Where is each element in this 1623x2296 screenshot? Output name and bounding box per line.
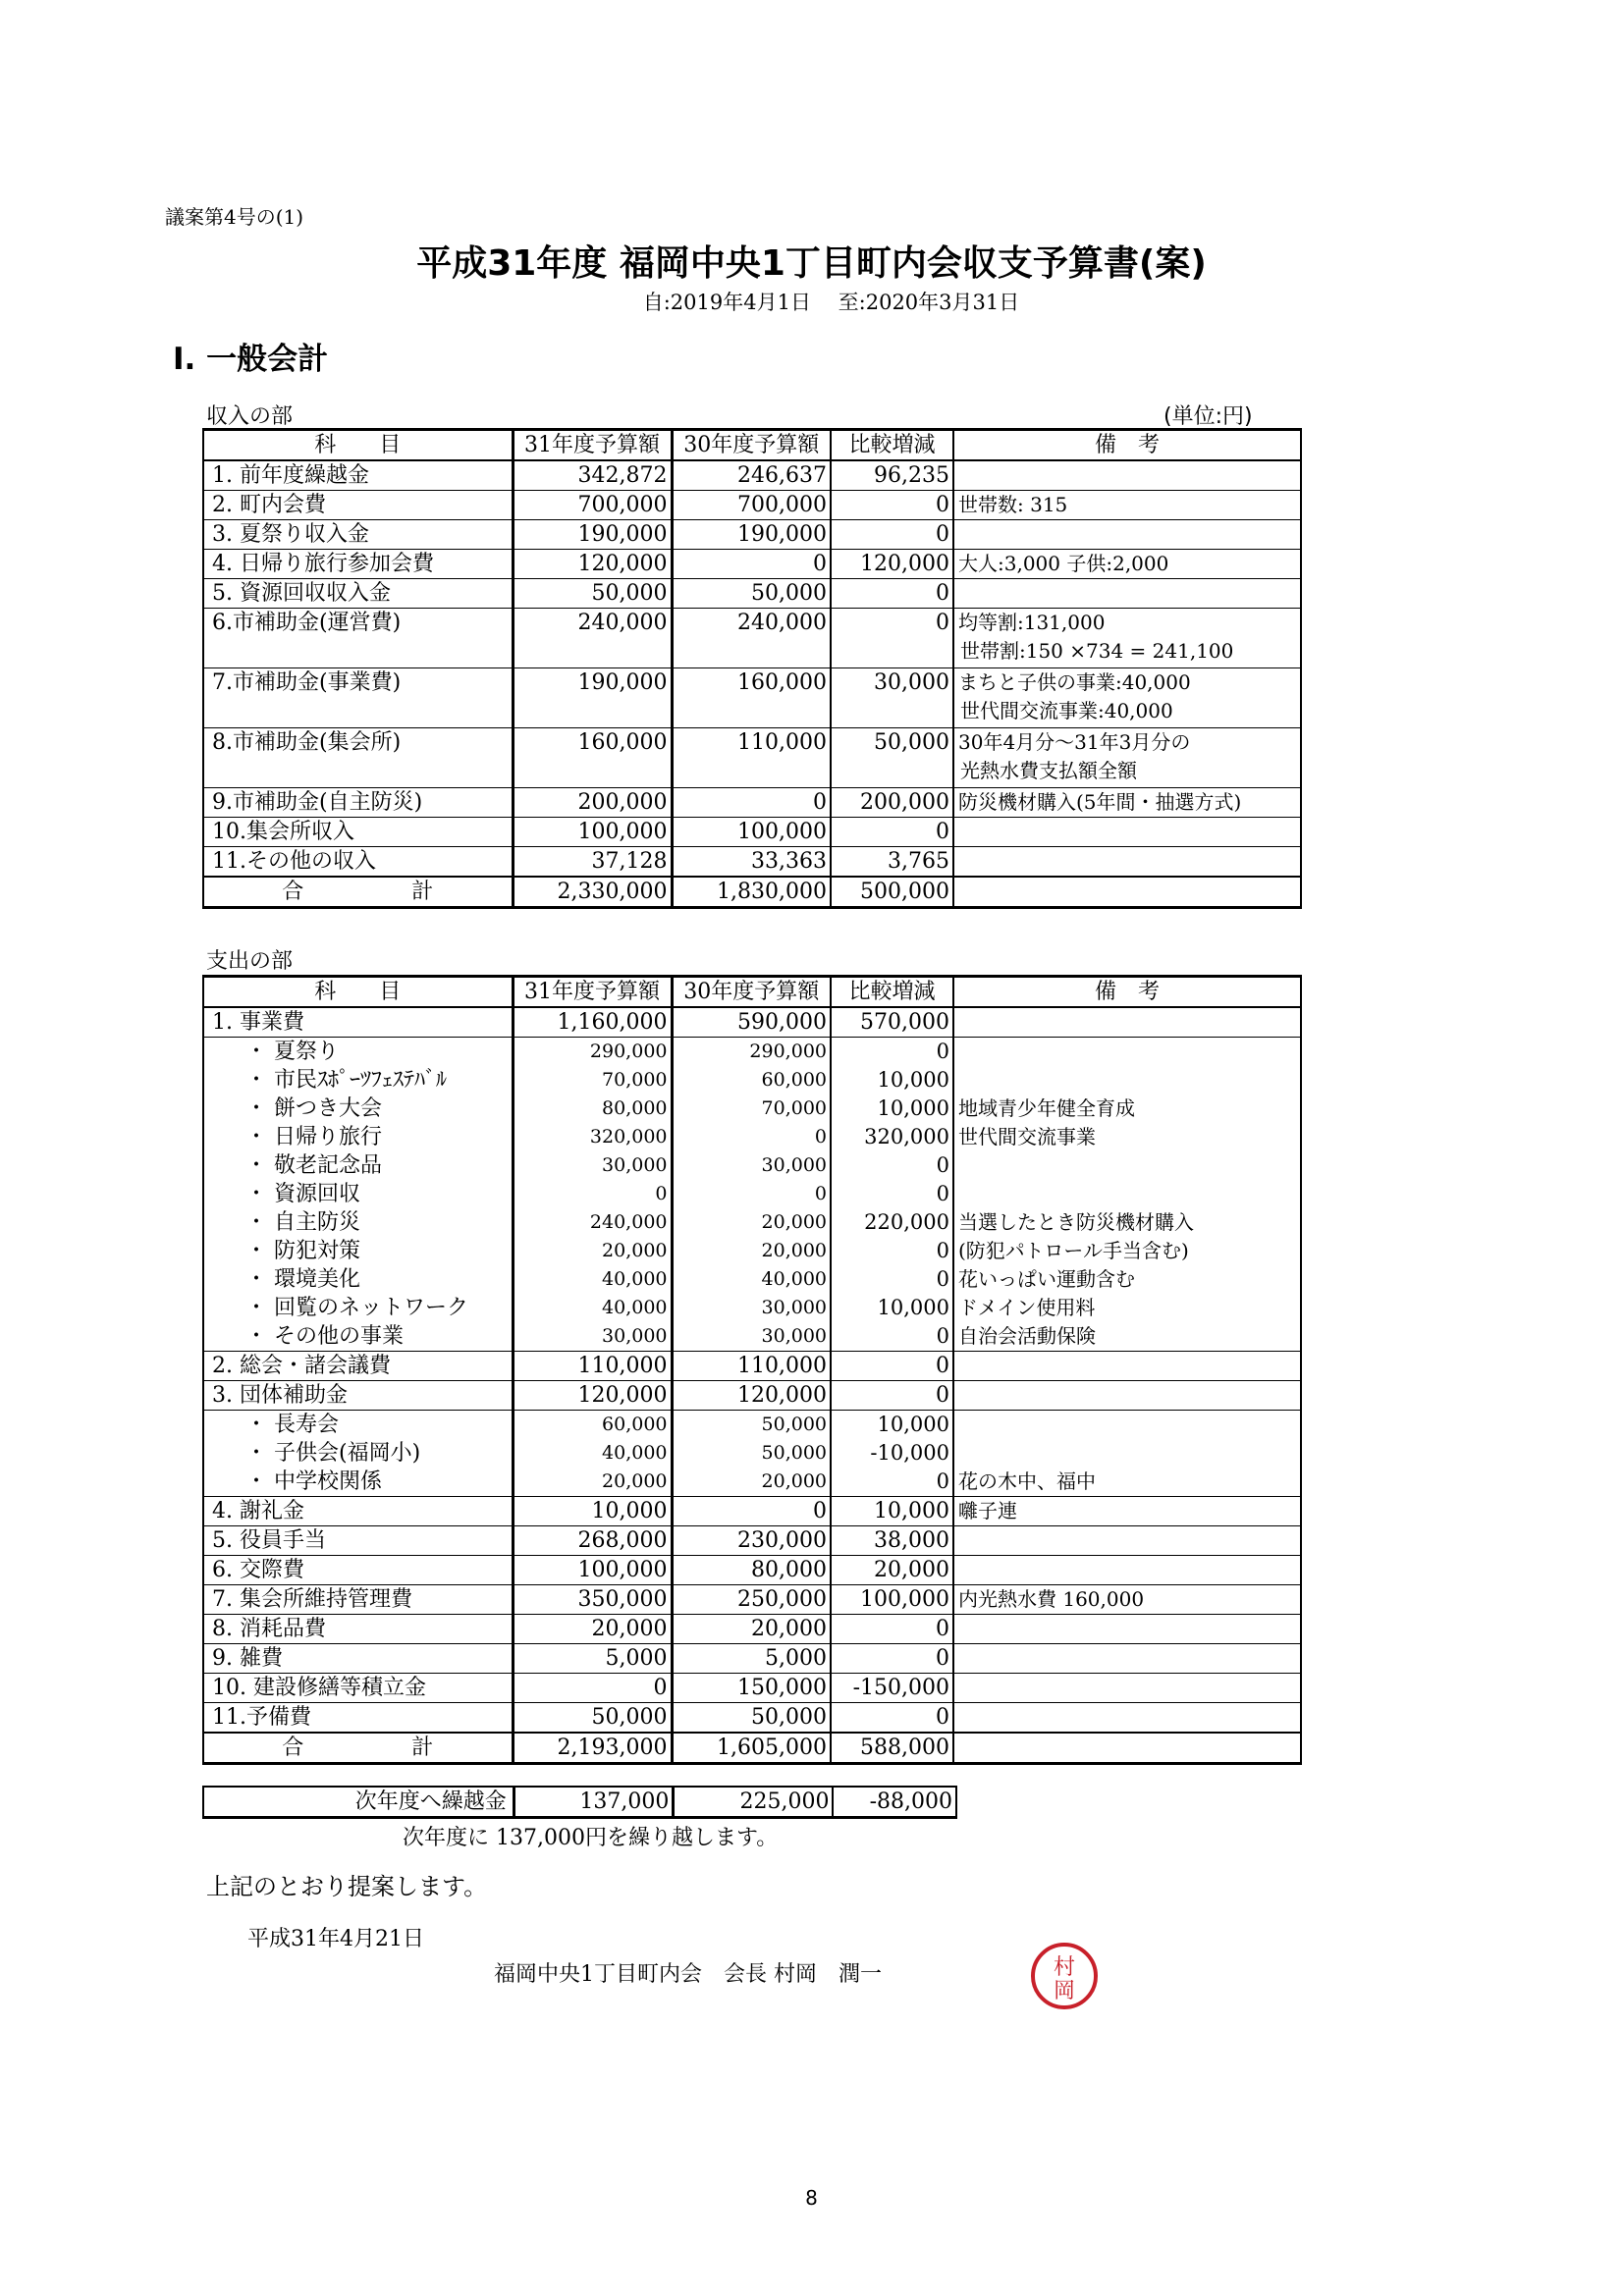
budget-31: 40,000 [513,1294,672,1322]
col-header-notes: 備 考 [953,977,1301,1008]
page-number: 8 [805,2186,818,2210]
remarks: 花いっぱい運動含む [953,1265,1301,1294]
income-row [203,491,1301,520]
carryover-sentence: 次年度に 137,000円を繰り越します。 [403,1826,779,1850]
budget-30: 20,000 [672,1208,831,1237]
budget-31: 200,000 [513,788,672,818]
total-budget-31: 2,330,000 [513,877,672,908]
budget-30: 33,363 [672,847,831,878]
unit-label: (単位:円) [1163,404,1253,429]
expense-total-row [203,1733,1301,1764]
item-name: 10. 建設修繕等積立金 [203,1674,513,1703]
remarks-line: まちと子供の事業:40,000 [958,670,1191,694]
expense-subitem-row [203,1066,1301,1095]
expense-subitem-row [203,1180,1301,1208]
remarks: 地域青少年健全育成 [953,1095,1301,1123]
budget-30: 0 [672,550,831,579]
difference: 30,000 [831,668,953,728]
remarks [953,1381,1301,1411]
budget-30: 30,000 [672,1322,831,1352]
difference: 220,000 [831,1208,953,1237]
total-remarks [953,877,1301,908]
item-name: 5. 役員手当 [203,1526,513,1556]
expense-row [203,1381,1301,1411]
budget-30: 5,000 [672,1644,831,1674]
difference: 0 [831,1703,953,1734]
remarks [953,1439,1301,1468]
item-name: ・ 餅つき大会 [203,1095,513,1123]
budget-31: 70,000 [513,1066,672,1095]
difference: 10,000 [831,1066,953,1095]
remarks [953,1038,1301,1067]
remarks [953,1352,1301,1381]
difference: 0 [831,1322,953,1352]
svg-text:村: 村 [1053,1955,1076,1980]
difference: 10,000 [831,1497,953,1526]
difference: 0 [831,1151,953,1180]
income-row [203,609,1301,668]
header-row [203,430,1301,461]
budget-31: 120,000 [513,550,672,579]
expense-row [203,1644,1301,1674]
budget-30: 50,000 [672,579,831,609]
item-name: ・ その他の事業 [203,1322,513,1352]
item-name: ・ 中学校関係 [203,1468,513,1497]
col-header-budget-30: 30年度予算額 [672,430,831,461]
remarks [953,788,1301,818]
expense-subitem-row [203,1123,1301,1151]
difference: 0 [831,1038,953,1067]
remarks [953,818,1301,847]
budget-30: 80,000 [672,1556,831,1585]
budget-31: 40,000 [513,1439,672,1468]
budget-31: 80,000 [513,1095,672,1123]
difference: 0 [831,1468,953,1497]
budget-30: 240,000 [672,609,831,668]
remarks: 囃子連 [953,1497,1301,1526]
budget-31: 20,000 [513,1468,672,1497]
expense-row [203,1703,1301,1734]
signer-name: 福岡中央1丁目町内会 会長 村岡 潤一 [494,1962,882,1987]
expense-subitem-row [203,1038,1301,1067]
remarks [953,1674,1301,1703]
budget-31: 1,160,000 [513,1007,672,1038]
remarks [953,847,1301,878]
budget-30: 30,000 [672,1294,831,1322]
expense-subitem-row [203,1411,1301,1440]
budget-31: 100,000 [513,818,672,847]
item-name: 7.市補助金(事業費) [203,668,513,728]
expense-subitem-row [203,1208,1301,1237]
difference: 10,000 [831,1294,953,1322]
item-name: 2. 総会・諸会議費 [203,1352,513,1381]
remarks [953,668,1301,728]
expense-subitem-row [203,1468,1301,1497]
income-row [203,728,1301,788]
budget-31: 5,000 [513,1644,672,1674]
difference: 38,000 [831,1526,953,1556]
item-name: 7. 集会所維持管理費 [203,1585,513,1615]
income-row [203,520,1301,550]
budget-31: 0 [513,1180,672,1208]
remarks [953,1007,1301,1038]
budget-31: 0 [513,1674,672,1703]
remarks-line: 世帯数: 315 [958,493,1068,516]
expense-subitem-row [203,1237,1301,1265]
item-name: ・ 自主防災 [203,1208,513,1237]
budget-31: 290,000 [513,1038,672,1067]
item-name: 8.市補助金(集会所) [203,728,513,788]
budget-31: 20,000 [513,1615,672,1644]
item-name: 2. 町内会費 [203,491,513,520]
budget-31: 110,000 [513,1352,672,1381]
item-name: ・ 子供会(福岡小) [203,1439,513,1468]
budget-30: 50,000 [672,1439,831,1468]
remarks [953,579,1301,609]
item-name: ・ 市民ｽﾎﾟｰﾂﾌｪｽﾃﾊﾞﾙ [203,1066,513,1095]
remarks: ドメイン使用料 [953,1294,1301,1322]
budget-31: 37,128 [513,847,672,878]
budget-31: 30,000 [513,1322,672,1352]
budget-30: 50,000 [672,1411,831,1440]
remarks: 内光熱水費 160,000 [953,1585,1301,1615]
expense-row [203,1585,1301,1615]
total-budget-31: 2,193,000 [513,1733,672,1764]
difference: 320,000 [831,1123,953,1151]
header-row [203,977,1301,1008]
carryover-row [203,1787,956,1818]
budget-30: 40,000 [672,1265,831,1294]
expense-row [203,1007,1301,1038]
budget-31: 190,000 [513,520,672,550]
budget-31: 240,000 [513,609,672,668]
budget-30: 120,000 [672,1381,831,1411]
expense-table [202,975,1302,1765]
difference: 0 [831,1237,953,1265]
remarks [953,1526,1301,1556]
item-name: 9. 雑費 [203,1644,513,1674]
budget-30: 70,000 [672,1095,831,1123]
budget-30: 20,000 [672,1468,831,1497]
expense-subitem-row [203,1265,1301,1294]
item-name: 1. 事業費 [203,1007,513,1038]
income-row [203,460,1301,491]
difference: -150,000 [831,1674,953,1703]
difference: 10,000 [831,1411,953,1440]
proposal-statement: 上記のとおり提案します。 [206,1873,488,1900]
remarks-line: 世帯割:150 ×734 = 241,100 [960,639,1234,663]
budget-31: 342,872 [513,460,672,491]
expense-row [203,1615,1301,1644]
budget-30: 20,000 [672,1615,831,1644]
remarks [953,1411,1301,1440]
difference: 100,000 [831,1585,953,1615]
difference: 0 [831,1381,953,1411]
budget-30: 0 [672,1123,831,1151]
difference: -10,000 [831,1439,953,1468]
budget-30: 190,000 [672,520,831,550]
remarks-line: 防災機材購入(5年間・抽選方式) [958,790,1242,814]
income-row [203,579,1301,609]
budget-30: 0 [672,788,831,818]
difference: 570,000 [831,1007,953,1038]
proposal-date: 平成31年4月21日 [247,1927,424,1951]
budget-31: 40,000 [513,1265,672,1294]
budget-30: 290,000 [672,1038,831,1067]
item-name: 3. 団体補助金 [203,1381,513,1411]
item-name: ・ 環境美化 [203,1265,513,1294]
expense-subitem-row [203,1439,1301,1468]
budget-30: 60,000 [672,1066,831,1095]
item-name: 6.市補助金(運営費) [203,609,513,668]
total-remarks [953,1733,1301,1764]
income-row [203,788,1301,818]
remarks [953,1615,1301,1644]
col-header-diff: 比較増減 [831,977,953,1008]
remarks [953,1556,1301,1585]
remarks [953,609,1301,668]
remarks [953,1703,1301,1734]
remarks [953,491,1301,520]
item-name: 8. 消耗品費 [203,1615,513,1644]
expense-row [203,1497,1301,1526]
budget-30: 0 [672,1497,831,1526]
budget-31: 60,000 [513,1411,672,1440]
budget-30: 50,000 [672,1703,831,1734]
budget-31: 100,000 [513,1556,672,1585]
item-name: 5. 資源回収収入金 [203,579,513,609]
item-name: ・ 敬老記念品 [203,1151,513,1180]
remarks: 世代間交流事業 [953,1123,1301,1151]
difference: 120,000 [831,550,953,579]
col-header-item: 科 目 [203,430,513,461]
total-budget-30: 1,830,000 [672,877,831,908]
budget-31: 350,000 [513,1585,672,1615]
budget-30: 0 [672,1180,831,1208]
total-label: 合 計 [203,1733,513,1764]
difference: 10,000 [831,1095,953,1123]
carryover-budget-31: 137,000 [514,1787,674,1818]
budget-30: 230,000 [672,1526,831,1556]
carryover-table [202,1786,957,1819]
remarks [953,460,1301,491]
item-name: 10.集会所収入 [203,818,513,847]
item-name: ・ 夏祭り [203,1038,513,1067]
budget-30: 700,000 [672,491,831,520]
difference: 0 [831,1180,953,1208]
difference: 0 [831,818,953,847]
expense-subitem-row [203,1322,1301,1352]
expense-row [203,1674,1301,1703]
col-header-budget-31: 31年度予算額 [513,430,672,461]
remarks-line: 光熱水費支払額全額 [960,759,1137,782]
item-name: 4. 日帰り旅行参加会費 [203,550,513,579]
item-name: ・ 資源回収 [203,1180,513,1208]
total-budget-30: 1,605,000 [672,1733,831,1764]
budget-30: 590,000 [672,1007,831,1038]
income-table [202,428,1302,909]
col-header-budget-30: 30年度予算額 [672,977,831,1008]
col-header-notes: 備 考 [953,430,1301,461]
budget-31: 160,000 [513,728,672,788]
remarks-line: 大人:3,000 子供:2,000 [958,552,1169,575]
difference: 96,235 [831,460,953,491]
budget-31: 240,000 [513,1208,672,1237]
remarks [953,1180,1301,1208]
item-name: 9.市補助金(自主防災) [203,788,513,818]
carryover-budget-30: 225,000 [674,1787,834,1818]
item-name: 3. 夏祭り収入金 [203,520,513,550]
item-name: ・ 防犯対策 [203,1237,513,1265]
budget-30: 20,000 [672,1237,831,1265]
remarks [953,1151,1301,1180]
budget-31: 190,000 [513,668,672,728]
budget-31: 700,000 [513,491,672,520]
budget-31: 10,000 [513,1497,672,1526]
difference: 0 [831,520,953,550]
income-row [203,818,1301,847]
item-name: 6. 交際費 [203,1556,513,1585]
seal-stamp [1029,1941,1100,2011]
remarks: 花の木中、福中 [953,1468,1301,1497]
section-heading: Ⅰ. 一般会計 [173,342,329,377]
item-name: 11.その他の収入 [203,847,513,878]
difference: 0 [831,491,953,520]
budget-31: 120,000 [513,1381,672,1411]
total-diff: 500,000 [831,877,953,908]
expense-row [203,1352,1301,1381]
expense-row [203,1526,1301,1556]
budget-30: 246,637 [672,460,831,491]
col-header-diff: 比較増減 [831,430,953,461]
remarks [953,520,1301,550]
budget-30: 160,000 [672,668,831,728]
income-total-row [203,877,1301,908]
difference: 3,765 [831,847,953,878]
remarks-line: 世代間交流事業:40,000 [960,699,1173,722]
total-label: 合 計 [203,877,513,908]
carryover-label: 次年度へ繰越金 [203,1787,514,1818]
remarks [953,1066,1301,1095]
difference: 0 [831,1265,953,1294]
budget-30: 100,000 [672,818,831,847]
difference: 0 [831,579,953,609]
budget-30: 250,000 [672,1585,831,1615]
difference: 200,000 [831,788,953,818]
budget-30: 30,000 [672,1151,831,1180]
remarks [953,728,1301,788]
svg-text:岡: 岡 [1053,1979,1076,2003]
remarks: 当選したとき防災機材購入 [953,1208,1301,1237]
item-name: ・ 長寿会 [203,1411,513,1440]
difference: 50,000 [831,728,953,788]
total-diff: 588,000 [831,1733,953,1764]
carryover-diff: -88,000 [833,1787,956,1818]
income-row [203,668,1301,728]
difference: 0 [831,1352,953,1381]
budget-30: 110,000 [672,1352,831,1381]
budget-31: 50,000 [513,579,672,609]
item-name: 1. 前年度繰越金 [203,460,513,491]
budget-31: 20,000 [513,1237,672,1265]
remarks: (防犯パトロール手当含む) [953,1237,1301,1265]
item-name: 11.予備費 [203,1703,513,1734]
income-caption: 収入の部 [206,404,294,429]
item-name: 4. 謝礼金 [203,1497,513,1526]
difference: 0 [831,1644,953,1674]
difference: 0 [831,1615,953,1644]
expense-caption: 支出の部 [206,949,294,974]
remarks [953,1644,1301,1674]
col-header-budget-31: 31年度予算額 [513,977,672,1008]
income-row [203,550,1301,579]
fiscal-period: 自:2019年4月1日 至:2020年3月31日 [642,291,1020,314]
item-name: ・ 日帰り旅行 [203,1123,513,1151]
remarks-line: 均等割:131,000 [958,611,1106,634]
difference: 20,000 [831,1556,953,1585]
budget-31: 50,000 [513,1703,672,1734]
remarks: 自治会活動保険 [953,1322,1301,1352]
expense-subitem-row [203,1294,1301,1322]
expense-subitem-row [203,1095,1301,1123]
budget-31: 320,000 [513,1123,672,1151]
expense-row [203,1556,1301,1585]
budget-30: 150,000 [672,1674,831,1703]
remarks [953,550,1301,579]
document-title: 平成31年度 福岡中央1丁目町内会収支予算書(案) [416,243,1207,284]
col-header-item: 科 目 [203,977,513,1008]
budget-30: 110,000 [672,728,831,788]
difference: 0 [831,609,953,668]
budget-31: 268,000 [513,1526,672,1556]
income-row [203,847,1301,878]
budget-31: 30,000 [513,1151,672,1180]
remarks-line: 30年4月分～31年3月分の [958,730,1191,754]
expense-subitem-row [203,1151,1301,1180]
document-number: 議案第4号の(1) [165,205,304,229]
item-name: ・ 回覧のネットワーク [203,1294,513,1322]
